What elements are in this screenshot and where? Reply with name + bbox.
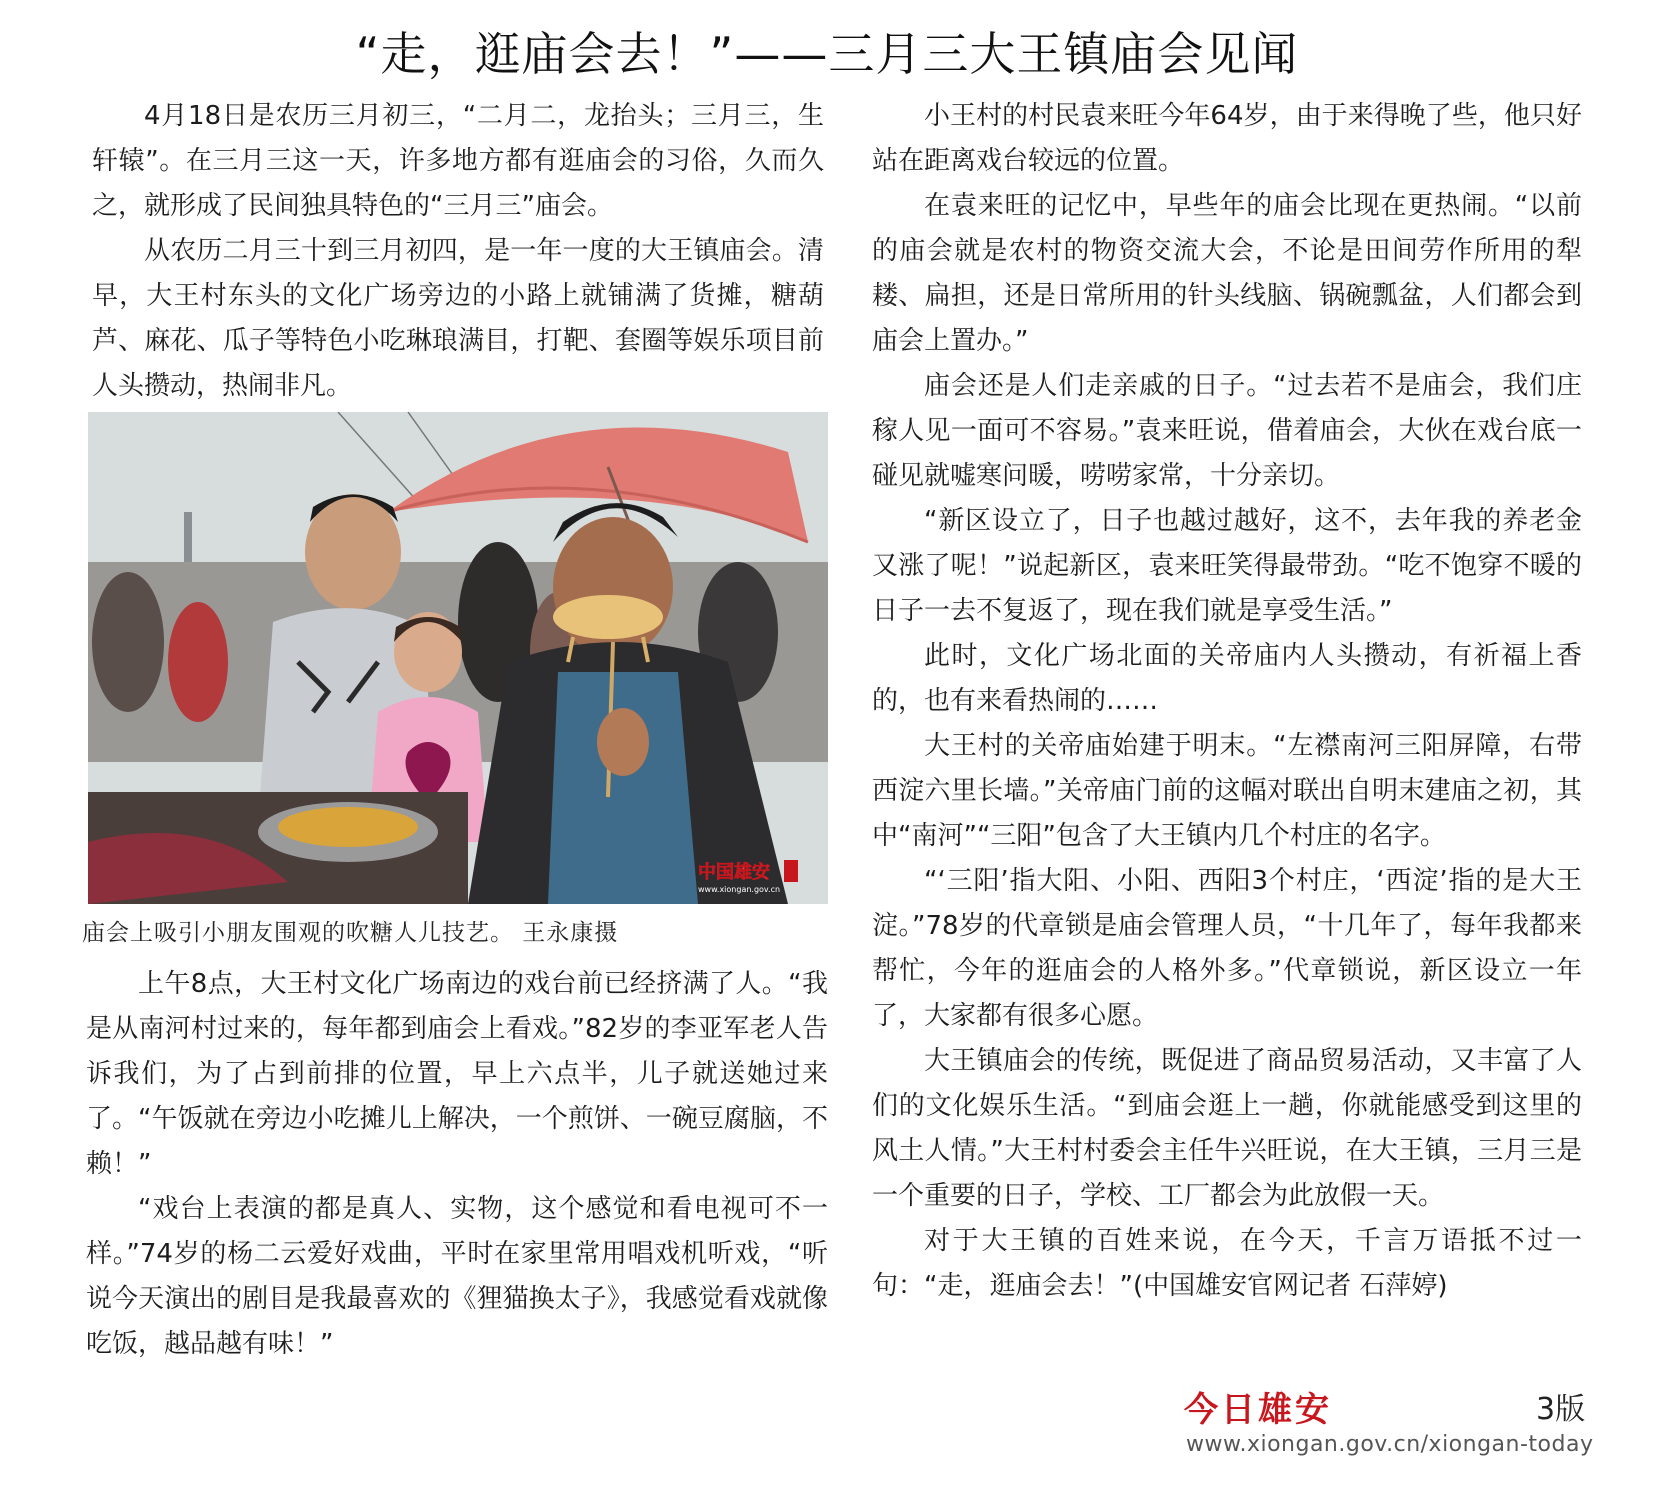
photo-caption: 庙会上吸引小朋友围观的吹糖人儿技艺。 王永康摄 [82, 920, 619, 946]
paragraph: 从农历二月三十到三月初四，是一年一度的大王镇庙会。清早，大王村东头的文化广场旁边的小路上就铺满了货摊，糖葫芦、麻花、瓜子等特色小吃琳琅满目，打靶、套圈等娱乐项目前人头攒动，热闹非凡。 [92, 236, 824, 401]
photo-illustration [88, 412, 828, 904]
paragraph: “新区设立了，日子也越过越好，这不，去年我的养老金又涨了呢！”说起新区，袁来旺笑得最带劲。“吃不饱穿不暖的日子一去不复返了，现在我们就是享受生活。” [872, 506, 1582, 626]
paragraph: 小王村的村民袁来旺今年64岁，由于来得晚了些，他只好站在距离戏台较远的位置。 [872, 101, 1582, 176]
paragraph: 庙会还是人们走亲戚的日子。“过去若不是庙会，我们庄稼人见一面可不容易。”袁来旺说，借着庙会，大伙在戏台底一碰见就嘘寒问暖，唠唠家常，十分亲切。 [872, 371, 1582, 491]
paragraph: “‘三阳’指大阳、小阳、西阳3个村庄，‘西淀’指的是大王淀。”78岁的代章锁是庙会管理人员，“十几年了，每年我都来帮忙，今年的逛庙会的人格外多。”代章锁说，新区设立一年了，大家都有很多心愿。 [872, 866, 1582, 1031]
left-column-top [92, 94, 824, 409]
footer-url[interactable]: www.xiongan.gov.cn/xiongan-today [1186, 1432, 1594, 1457]
left-column-bottom [86, 962, 828, 1367]
page-number: 3版 [1536, 1392, 1586, 1427]
paragraph: 大王镇庙会的传统，既促进了商品贸易活动，又丰富了人们的文化娱乐生活。“到庙会逛上一趟，你就能感受到这里的风土人情。”大王村村委会主任牛兴旺说，在大王镇，三月三是一个重要的日子，学校、工厂都会为此放假一天。 [872, 1046, 1582, 1211]
paragraph: 此时，文化广场北面的关帝庙内人头攒动，有祈福上香的，也有来看热闹的…… [872, 641, 1582, 716]
svg-text:www.xiongan.gov.cn: www.xiongan.gov.cn [698, 885, 781, 894]
paragraph: 上午8点，大王村文化广场南边的戏台前已经挤满了人。“我是从南河村过来的，每年都到庙会上看戏。”82岁的李亚军老人告诉我们，为了占到前排的位置，早上六点半，儿子就送她过来了。“午饭就在旁边小吃摊儿上解决，一个煎饼、一碗豆腐脑，不赖！” [86, 969, 828, 1179]
article-title: “走，逛庙会去！”——三月三大王镇庙会见闻 [355, 27, 1299, 81]
paragraph: 在袁来旺的记忆中，早些年的庙会比现在更热闹。“以前的庙会就是农村的物资交流大会，不论是田间劳作所用的犁耧、扁担，还是日常所用的针头线脑、锅碗瓢盆，人们都会到庙会上置办。” [872, 191, 1582, 356]
paragraph: 对于大王镇的百姓来说，在今天，千言万语抵不过一句：“走，逛庙会去！”(中国雄安官网记者 石萍婷) [872, 1226, 1582, 1301]
svg-text:中国雄安: 中国雄安 [698, 862, 770, 883]
article-photo [88, 412, 828, 904]
right-column [872, 94, 1582, 1309]
brand-logo: 今日雄安 [1184, 1390, 1332, 1430]
watermark-logo [698, 856, 818, 896]
paragraph: “戏台上表演的都是真人、实物，这个感觉和看电视可不一样。”74岁的杨二云爱好戏曲，平时在家里常用唱戏机听戏，“听说今天演出的剧目是我最喜欢的《狸猫换太子》，我感觉看戏就像吃饭，越品越有味！” [86, 1194, 828, 1359]
paragraph: 大王村的关帝庙始建于明末。“左襟南河三阳屏障，右带西淀六里长墙。”关帝庙门前的这幅对联出自明末建庙之初，其中“南河”“三阳”包含了大王镇内几个村庄的名字。 [872, 731, 1582, 851]
paragraph: 4月18日是农历三月初三，“二月二，龙抬头；三月三，生轩辕”。在三月三这一天，许多地方都有逛庙会的习俗，久而久之，就形成了民间独具特色的“三月三”庙会。 [92, 101, 824, 221]
